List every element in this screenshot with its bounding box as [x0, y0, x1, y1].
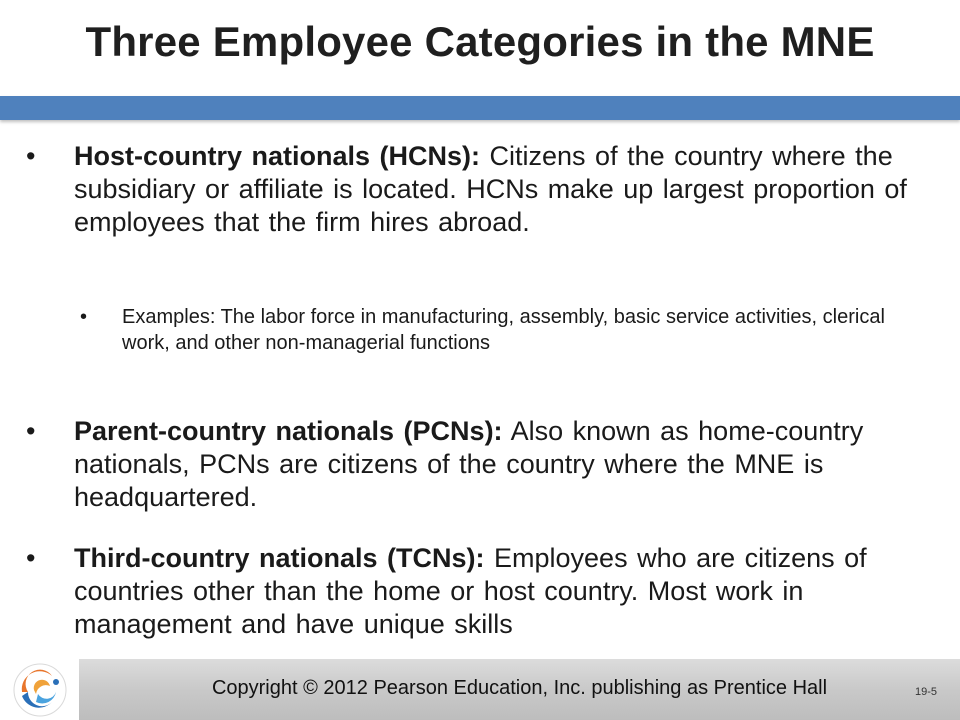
bullet-hcn-term: Host-country nationals (HCNs): [74, 141, 481, 171]
pearson-swirl-logo-icon [12, 662, 68, 718]
slide-title: Three Employee Categories in the MNE [85, 18, 875, 65]
bullet-pcn [74, 415, 914, 514]
bullet-tcn-term: Third-country nationals (TCNs): [74, 543, 485, 573]
footer-copyright: Copyright © 2012 Pearson Education, Inc. publishing as Prentice Hall [211, 677, 828, 699]
sub-bullet-examples-text: Examples: The labor force in manufacturing, assembly, basic service activities, clerical work, and other non-managerial functions [122, 306, 885, 354]
bullet-hcn-text: Citizens of the country where the subsidiary or affiliate is located. HCNs make up largest proportion of employees that the firm hires abroad. [74, 141, 907, 237]
sub-bullet-examples [122, 304, 892, 356]
bullet-pcn-text: Also known as home-country nationals, PCNs are citizens of the country where the MNE is headquartered. [74, 416, 864, 512]
bullet-tcn-text: Employees who are citizens of countries other than the home or host country. Most work in management and have unique skills [74, 543, 867, 639]
bullet-pcn-term: Parent-country nationals (PCNs): [74, 416, 503, 446]
title-accent-bar [0, 96, 960, 120]
bullet-tcn [74, 542, 914, 641]
footer-bar [79, 659, 960, 720]
bullet-hcn [74, 140, 914, 239]
page-number: 19-5 [915, 686, 938, 698]
